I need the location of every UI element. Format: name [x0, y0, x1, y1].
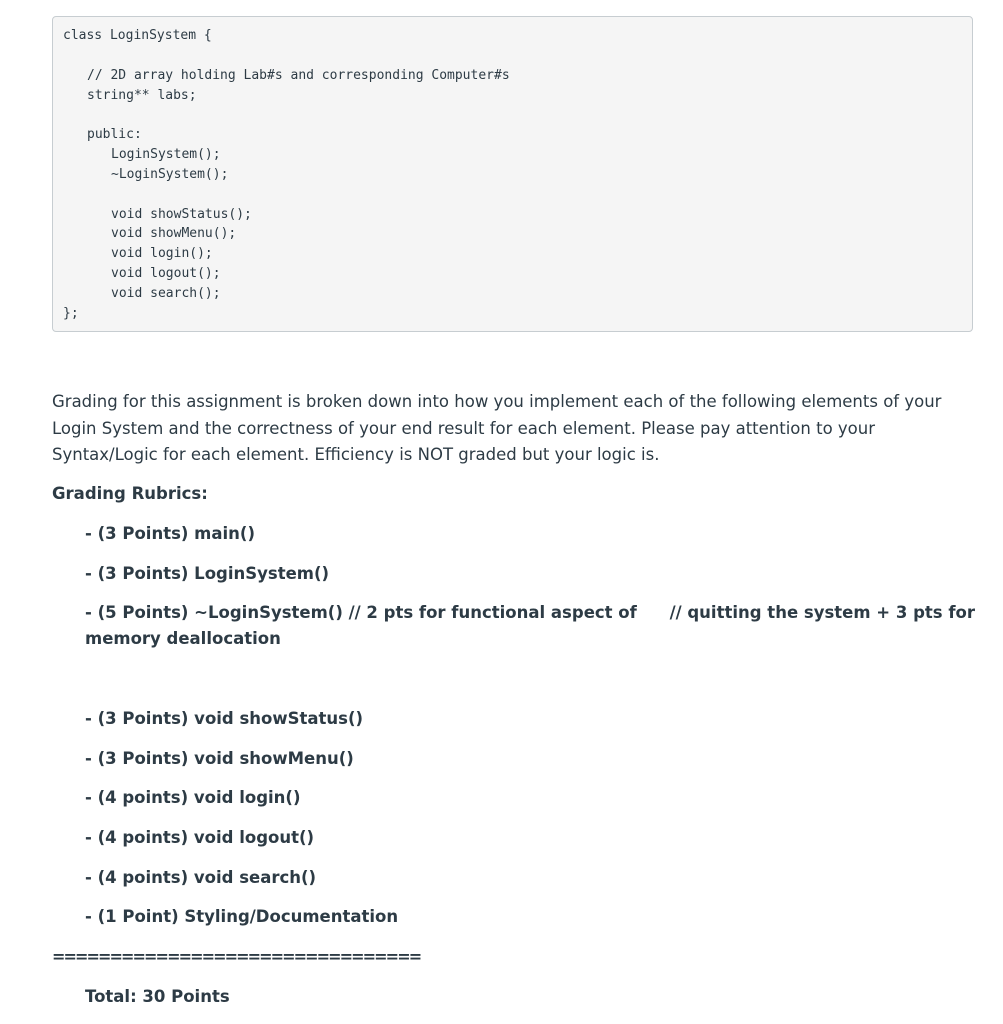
code-line-public: public:: [87, 127, 142, 142]
code-line-showstatus: void showStatus();: [111, 207, 252, 222]
intro-paragraph: Grading for this assignment is broken down into how you implement each of the following elements of your Login System and the correctness of your end result for each element. Please pay attention to your Syntax/Logic for each element. Efficiency is NOT graded but your logic is.: [52, 392, 942, 464]
rubric-item-showstatus: - (3 Points) void showStatus(): [85, 709, 364, 728]
rubric-item-destructor-continuation: memory deallocation: [85, 629, 281, 648]
code-line-logout: void logout();: [111, 266, 221, 281]
rubric-item-destructor: - (5 Points) ~LoginSystem() // 2 pts for functional aspect of: [85, 603, 637, 622]
rubric-item-main: - (3 Points) main(): [85, 524, 255, 543]
rubric-item-destructor-note: // quitting the system + 3 pts for: [669, 603, 975, 622]
code-line-search: void search();: [111, 286, 221, 301]
rubric-item-styling: - (1 Point) Styling/Documentation: [85, 907, 399, 926]
rubrics-heading: Grading Rubrics:: [52, 484, 208, 503]
rubric-item-constructor: - (3 Points) LoginSystem(): [85, 564, 330, 583]
separator-line: ================================: [52, 947, 421, 966]
code-line-close: };: [63, 306, 79, 321]
rubric-item-logout: - (4 points) void logout(): [85, 828, 315, 847]
code-line-destructor: ~LoginSystem();: [111, 167, 229, 182]
code-line-login: void login();: [111, 246, 213, 261]
code-line-labs: string** labs;: [87, 88, 197, 103]
rubric-item-showmenu: - (3 Points) void showMenu(): [85, 749, 354, 768]
rubric-item-search: - (4 points) void search(): [85, 868, 317, 887]
code-line-constructor: LoginSystem();: [111, 147, 221, 162]
rubric-item-login: - (4 points) void login(): [85, 788, 301, 807]
code-line-comment: // 2D array holding Lab#s and corresponding Computer#s: [87, 68, 510, 83]
code-block: [52, 16, 973, 332]
code-line-class-decl: class LoginSystem {: [63, 28, 212, 43]
code-line-showmenu: void showMenu();: [111, 226, 237, 241]
total-points: Total: 30 Points: [85, 987, 230, 1006]
